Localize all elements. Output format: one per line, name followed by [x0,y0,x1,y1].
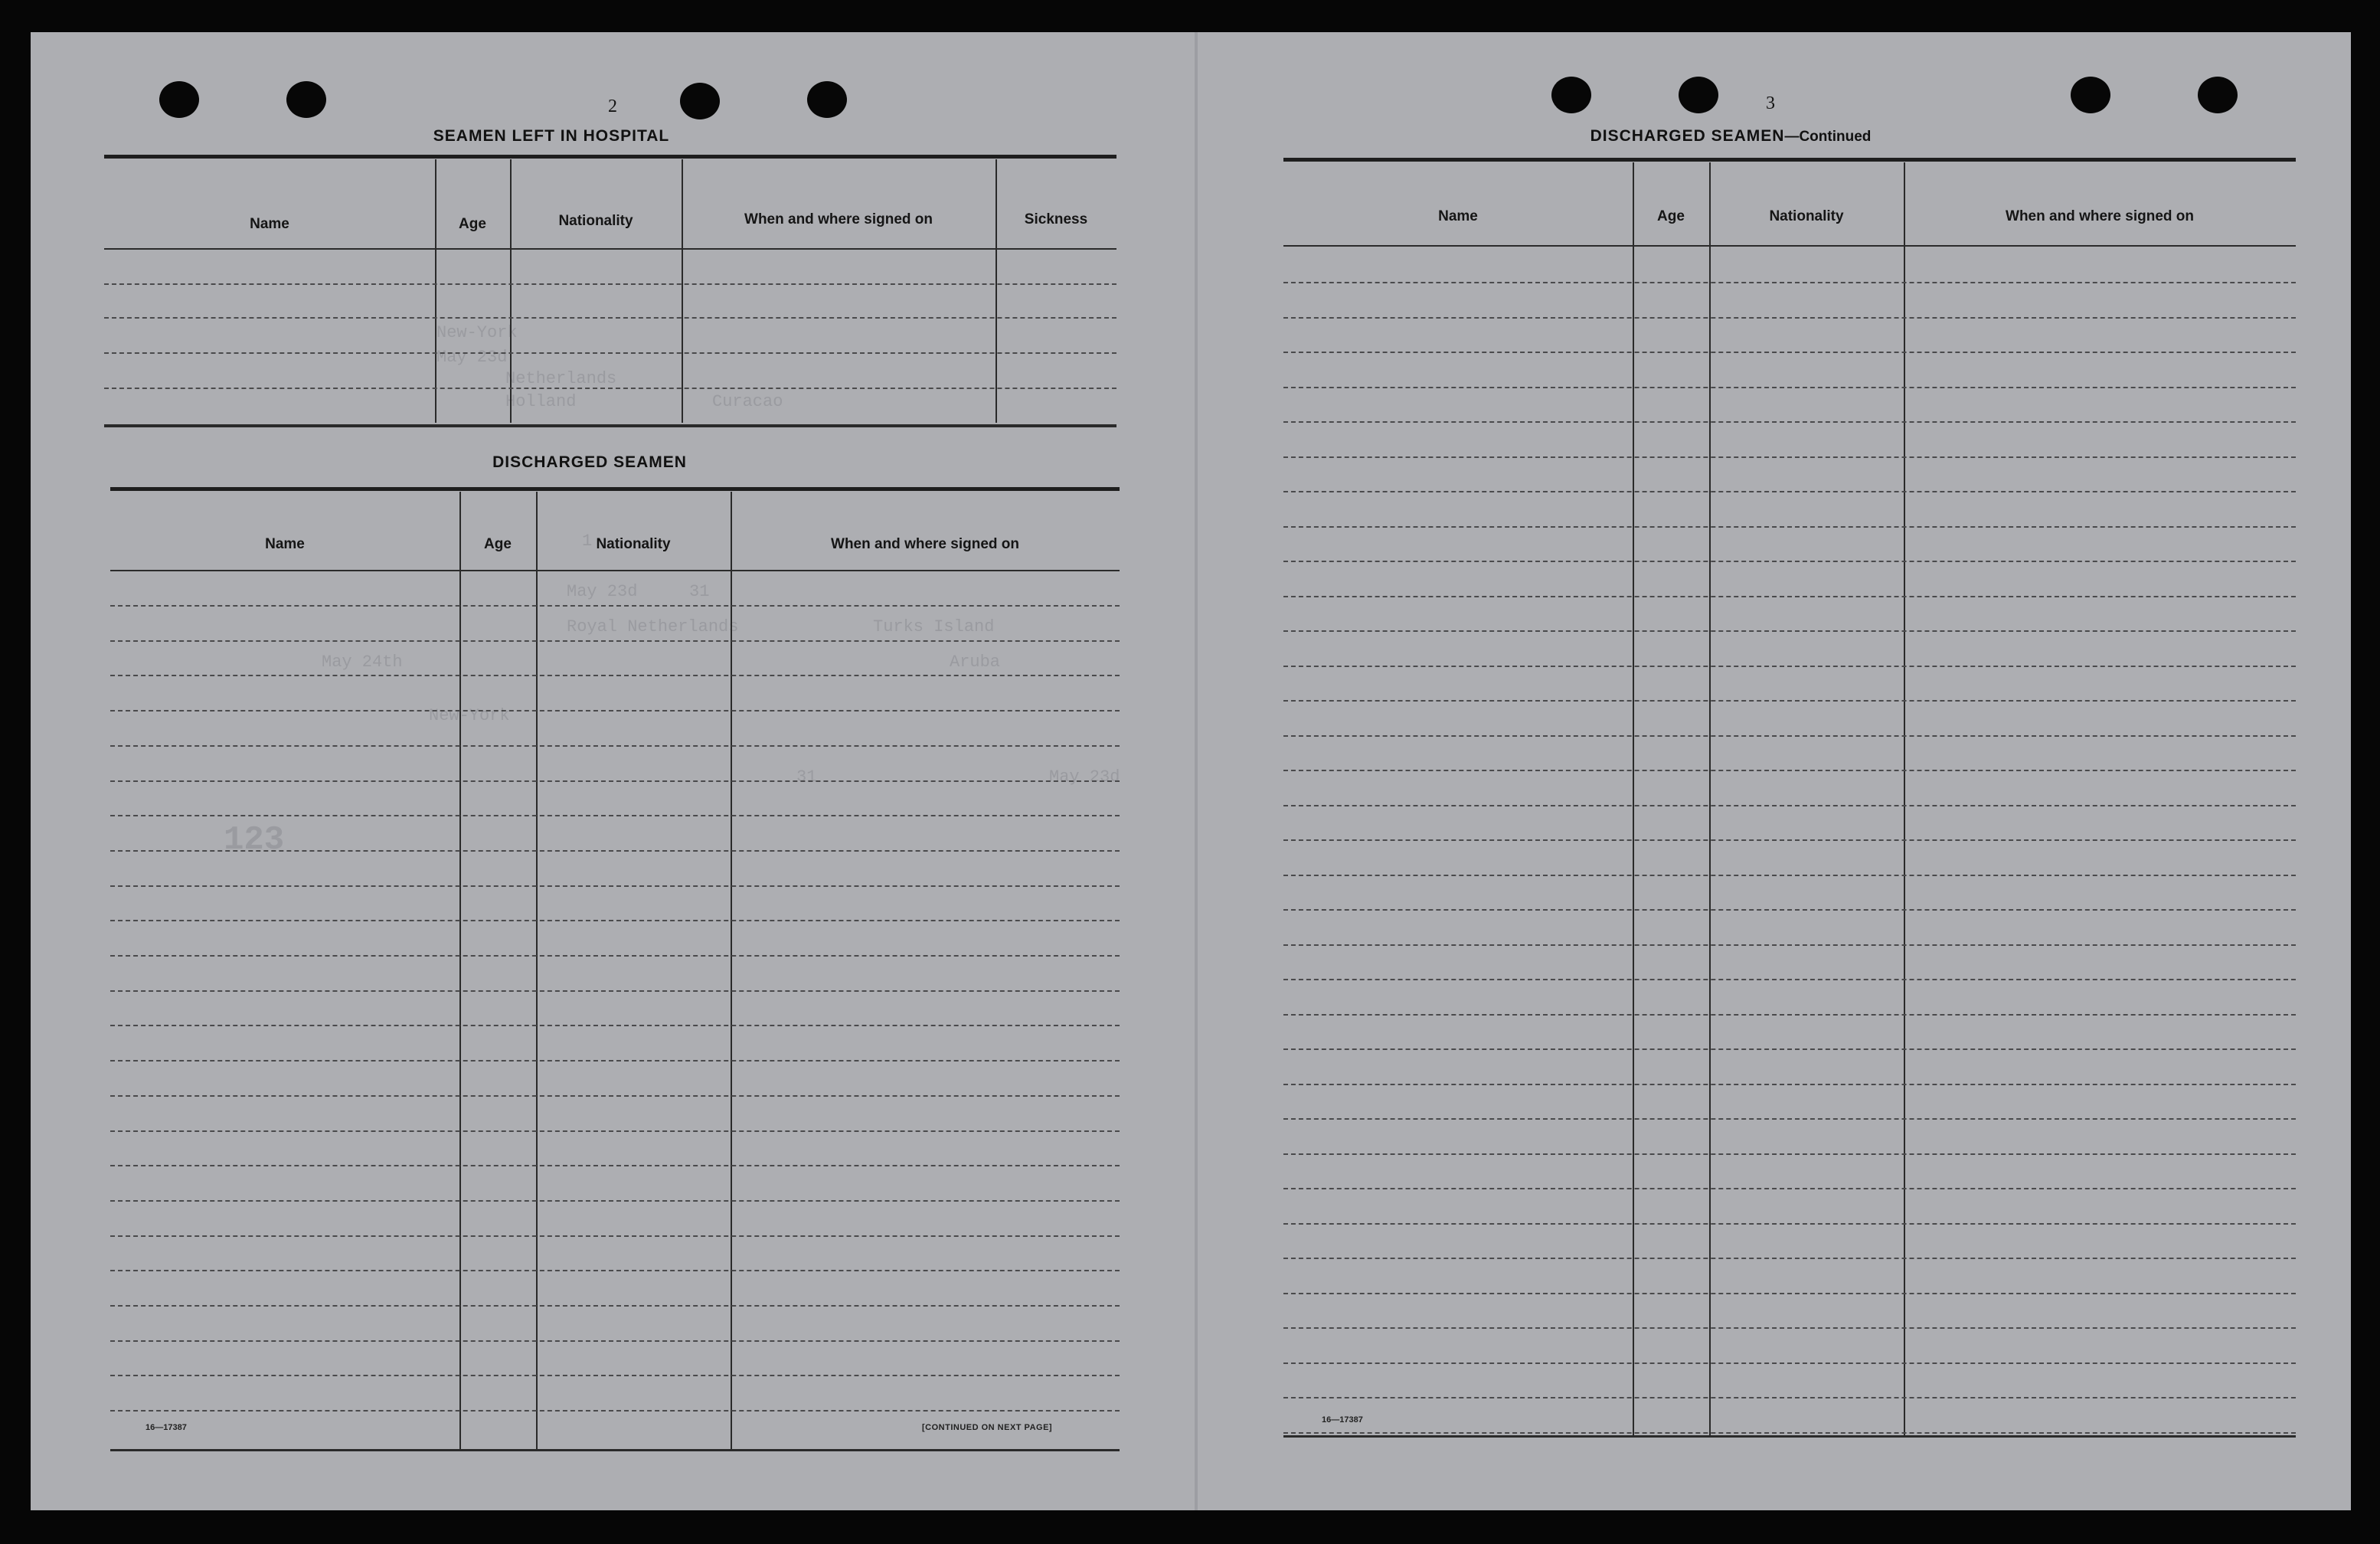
table-row[interactable] [110,850,1120,852]
table-row[interactable] [1283,491,2296,492]
column-divider [435,159,436,423]
table-row[interactable] [1283,1084,2296,1085]
table-row[interactable] [1283,526,2296,528]
table-row[interactable] [1283,456,2296,458]
column-divider [510,159,512,423]
col-header-age: Age [484,536,512,552]
table-row[interactable] [1283,1188,2296,1189]
table-row[interactable] [110,1060,1120,1062]
table-row[interactable] [1283,1293,2296,1294]
table-top-rule [1283,158,2296,162]
punch-hole [2198,77,2238,113]
column-divider [995,159,997,423]
col-header-age: Age [459,216,486,232]
table-row[interactable] [1283,596,2296,597]
table-row[interactable] [1283,770,2296,771]
column-divider [1709,162,1711,1435]
punch-hole [1551,77,1591,113]
bleedthrough-text: 31 [689,582,710,601]
table-row[interactable] [110,1305,1120,1307]
bleedthrough-text: 1 [582,532,593,551]
table-row[interactable] [1283,666,2296,667]
table-row[interactable] [1283,1118,2296,1120]
table-row[interactable] [1283,630,2296,632]
column-divider [1904,162,1905,1435]
hospital-section-title: SEAMEN LEFT IN HOSPITAL [433,127,670,145]
bleedthrough-text: May 23d [1049,767,1120,787]
table-row[interactable] [1283,909,2296,911]
table-row[interactable] [110,1025,1120,1026]
table-row[interactable] [1283,839,2296,841]
table-row[interactable] [110,605,1120,607]
hospital-table [104,155,1116,430]
bleedthrough-text: New-York [429,706,510,725]
table-row[interactable] [110,745,1120,747]
document-sheet [31,32,2351,1510]
table-row[interactable] [1283,352,2296,353]
header-rule [104,248,1116,250]
bleedthrough-text: May 23d [567,582,638,601]
discharged-continued-table [1283,158,2296,1441]
discharged-continued-label: DISCHARGED SEAMEN [1590,127,1785,145]
col-header-nationality: Nationality [596,536,671,552]
table-row[interactable] [1283,1397,2296,1398]
bleedthrough-number: 123 [224,821,285,859]
bleedthrough-text: 31 [796,767,817,787]
bleedthrough-text: Royal Netherlands [567,617,739,636]
discharged-continued-title [1501,127,1960,146]
col-header-name: Name [250,216,289,232]
table-top-rule [104,155,1116,159]
bleedthrough-text: May 24th [322,653,403,672]
table-row[interactable] [1283,1153,2296,1155]
table-row[interactable] [1283,1258,2296,1259]
page-number: 2 [608,96,617,116]
col-header-sickness: Sickness [1024,211,1088,227]
table-row[interactable] [110,920,1120,921]
form-number: 16—17387 [1322,1415,1363,1425]
table-row[interactable] [1283,421,2296,423]
table-row[interactable] [110,1375,1120,1376]
header-rule [110,570,1120,571]
table-row[interactable] [110,1340,1120,1342]
bleedthrough-text: Curacao [712,392,783,411]
bleedthrough-text: Turks Island [873,617,995,636]
table-row[interactable] [1283,387,2296,388]
col-header-name: Name [265,536,305,552]
table-row[interactable] [110,1235,1120,1237]
table-row[interactable] [110,990,1120,992]
table-row[interactable] [1283,1327,2296,1329]
table-row[interactable] [1283,1223,2296,1225]
table-row[interactable] [104,352,1116,354]
right-page [1195,32,2351,1510]
table-row[interactable] [1283,944,2296,946]
bleedthrough-text: Holland [505,392,577,411]
header-rule [1283,245,2296,247]
table-row[interactable] [110,815,1120,816]
table-row[interactable] [110,1270,1120,1271]
discharged-section-title: DISCHARGED SEAMEN [492,453,687,471]
table-row[interactable] [110,955,1120,957]
punch-hole [680,83,720,119]
table-bottom-rule [104,424,1116,427]
table-row[interactable] [1283,700,2296,702]
col-header-name: Name [1438,208,1478,224]
table-row[interactable] [1283,1014,2296,1016]
col-header-nationality: Nationality [558,213,633,229]
table-row[interactable] [1283,1362,2296,1364]
punch-hole [807,81,847,118]
discharged-table [110,487,1120,1457]
punch-hole [286,81,326,118]
left-page [31,32,1195,1510]
col-header-when-where: When and where signed on [744,211,933,227]
table-row[interactable] [1283,979,2296,980]
table-row[interactable] [110,1130,1120,1132]
table-row[interactable] [1283,805,2296,806]
punch-hole [2071,77,2110,113]
table-row[interactable] [104,317,1116,319]
table-row[interactable] [110,710,1120,711]
table-row[interactable] [110,1165,1120,1166]
table-row[interactable] [1283,1432,2296,1434]
bleedthrough-text: May 23d [436,348,508,367]
table-row[interactable] [110,675,1120,676]
table-row[interactable] [1283,317,2296,319]
punch-hole [1679,77,1718,113]
form-number: 16—17387 [145,1423,187,1432]
column-divider [682,159,683,423]
table-row[interactable] [1283,282,2296,283]
table-row[interactable] [1283,875,2296,876]
table-row[interactable] [110,885,1120,887]
col-header-when-where: When and where signed on [2006,208,2194,224]
column-divider [1633,162,1634,1435]
col-header-when-where: When and where signed on [831,536,1019,552]
table-bottom-rule [110,1449,1120,1451]
table-row[interactable] [110,1410,1120,1412]
bleedthrough-text: Aruba [950,653,1001,672]
page-number: 3 [1766,93,1775,113]
table-row[interactable] [1283,1048,2296,1050]
table-row[interactable] [110,780,1120,782]
table-row[interactable] [1283,561,2296,562]
punch-hole [159,81,199,118]
table-row[interactable] [104,283,1116,285]
table-row[interactable] [110,640,1120,642]
table-top-rule [110,487,1120,491]
bleedthrough-text: Netherlands [505,369,617,388]
continued-note: [CONTINUED ON NEXT PAGE] [922,1423,1053,1432]
col-header-nationality: Nationality [1769,208,1844,224]
continued-suffix: —Continued [1784,129,1872,145]
table-row[interactable] [110,1095,1120,1097]
table-row[interactable] [1283,735,2296,737]
table-row[interactable] [110,1200,1120,1202]
bleedthrough-text: New-York [436,323,518,342]
table-bottom-rule [1283,1435,2296,1438]
col-header-age: Age [1657,208,1685,224]
table-row[interactable] [104,388,1116,389]
